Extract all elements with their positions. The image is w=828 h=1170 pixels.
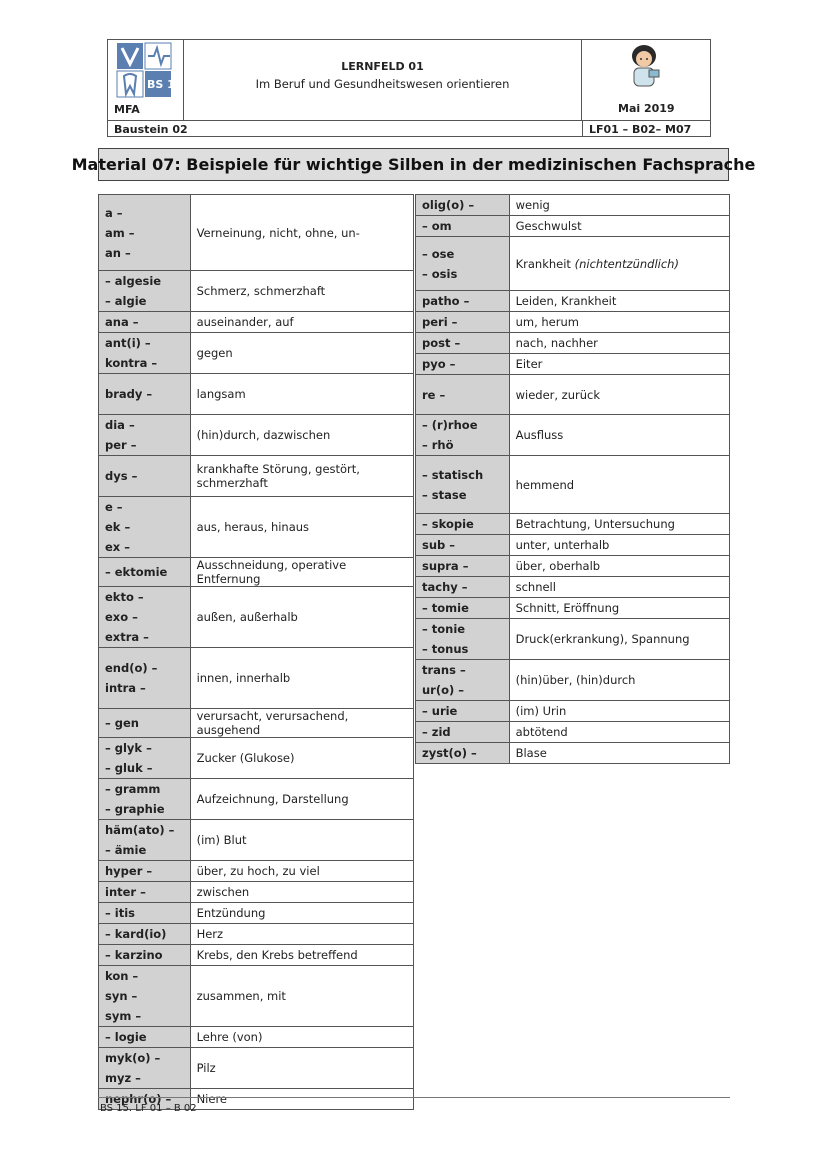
syllable-cell: – ektomie	[99, 558, 191, 587]
table-row	[416, 333, 730, 354]
table-row	[416, 535, 730, 556]
meaning-cell: über, zu hoch, zu viel	[190, 861, 413, 882]
syllable-cell: – zid	[416, 722, 510, 743]
table-row	[99, 924, 414, 945]
syllable-cell: – glyk – – gluk –	[99, 738, 191, 779]
syllable-cell: – tomie	[416, 598, 510, 619]
table-row	[99, 882, 414, 903]
meaning-cell: Betrachtung, Untersuchung	[509, 514, 729, 535]
meaning-cell: um, herum	[509, 312, 729, 333]
meaning-cell: abtötend	[509, 722, 729, 743]
material-code: LF01 – B02– M07	[582, 121, 712, 137]
table-row	[99, 820, 414, 861]
table-row	[99, 709, 414, 738]
baustein-label: Baustein 02	[114, 123, 188, 136]
meaning-cell: Eiter	[509, 354, 729, 375]
header-center	[184, 40, 582, 120]
table-row	[416, 514, 730, 535]
table-row	[416, 195, 730, 216]
syllable-cell: – gen	[99, 709, 191, 738]
table-row	[99, 456, 414, 497]
table-row	[416, 216, 730, 237]
syllable-cell: häm(ato) – – ämie	[99, 820, 191, 861]
table-row	[416, 375, 730, 415]
table-row	[99, 903, 414, 924]
table-row	[416, 312, 730, 333]
syllable-cell: – skopie	[416, 514, 510, 535]
table-row	[416, 456, 730, 514]
syllable-cell: – statisch – stase	[416, 456, 510, 514]
syllable-cell: olig(o) –	[416, 195, 510, 216]
meaning-cell: Pilz	[190, 1048, 413, 1089]
meaning-cell: aus, heraus, hinaus	[190, 497, 413, 558]
syllable-cell: – urie	[416, 701, 510, 722]
doctor-illustration-icon	[622, 42, 666, 88]
table-row	[416, 237, 730, 291]
syllable-cell: hyper –	[99, 861, 191, 882]
syllable-cell: e – ek – ex –	[99, 497, 191, 558]
syllable-cell: re –	[416, 375, 510, 415]
lernfeld-subtitle: Im Beruf und Gesundheitswesen orientieren	[255, 77, 510, 91]
table-row	[99, 648, 414, 709]
table-row	[99, 195, 414, 271]
syllable-cell: nephr(o) –	[99, 1089, 191, 1110]
syllable-cell: dys –	[99, 456, 191, 497]
meaning-cell: Ausfluss	[509, 415, 729, 456]
meaning-cell: Zucker (Glukose)	[190, 738, 413, 779]
footer-divider	[98, 1097, 730, 1098]
syllable-cell: ant(i) – kontra –	[99, 333, 191, 374]
meaning-cell: hemmend	[509, 456, 729, 514]
meaning-cell: Blase	[509, 743, 729, 764]
syllable-cell: – logie	[99, 1027, 191, 1048]
syllable-cell: dia – per –	[99, 415, 191, 456]
meaning-cell: zwischen	[190, 882, 413, 903]
table-row	[416, 743, 730, 764]
meaning-cell: (im) Urin	[509, 701, 729, 722]
syllable-cell: a – am – an –	[99, 195, 191, 271]
table-row	[416, 556, 730, 577]
meaning-cell: gegen	[190, 333, 413, 374]
meaning-cell: unter, unterhalb	[509, 535, 729, 556]
syllable-cell: supra –	[416, 556, 510, 577]
table-row	[99, 779, 414, 820]
table-row	[99, 415, 414, 456]
meaning-cell: Leiden, Krankheit	[509, 291, 729, 312]
meaning-cell: wieder, zurück	[509, 375, 729, 415]
table-row	[416, 660, 730, 701]
header-subrow	[108, 120, 710, 137]
syllable-cell: end(o) – intra –	[99, 648, 191, 709]
table-row	[99, 1027, 414, 1048]
school-label: MFA	[114, 103, 140, 116]
table-row	[416, 619, 730, 660]
meaning-cell: Entzündung	[190, 903, 413, 924]
table-row	[99, 312, 414, 333]
table-row	[99, 587, 414, 648]
meaning-cell: Herz	[190, 924, 413, 945]
syllable-cell: – kard(io)	[99, 924, 191, 945]
meaning-cell: Schnitt, Eröffnung	[509, 598, 729, 619]
meaning-cell: (hin)durch, dazwischen	[190, 415, 413, 456]
meaning-cell: außen, außerhalb	[190, 587, 413, 648]
syllable-cell: ekto – exo – extra –	[99, 587, 191, 648]
meaning-cell: Krebs, den Krebs betreffend	[190, 945, 413, 966]
table-row	[99, 966, 414, 1027]
syllable-cell: patho –	[416, 291, 510, 312]
meaning-cell: Geschwulst	[509, 216, 729, 237]
syllable-cell: kon – syn – sym –	[99, 966, 191, 1027]
syllable-cell: – karzino	[99, 945, 191, 966]
header-right	[582, 40, 710, 120]
table-row	[416, 415, 730, 456]
table-row	[99, 861, 414, 882]
table-row	[416, 354, 730, 375]
lernfeld-title: LERNFELD 01	[341, 60, 424, 73]
syllable-cell: inter –	[99, 882, 191, 903]
syllable-cell: – ose – osis	[416, 237, 510, 291]
table-row	[99, 271, 414, 312]
document-header	[107, 39, 711, 137]
table-row	[416, 291, 730, 312]
syllable-cell: pyo –	[416, 354, 510, 375]
meaning-cell: Lehre (von)	[190, 1027, 413, 1048]
syllable-cell: ana –	[99, 312, 191, 333]
meaning-cell: schnell	[509, 577, 729, 598]
table-row	[99, 333, 414, 374]
table-row	[99, 738, 414, 779]
syllable-cell: sub –	[416, 535, 510, 556]
table-row	[416, 598, 730, 619]
meaning-cell: zusammen, mit	[190, 966, 413, 1027]
meaning-cell: Aufzeichnung, Darstellung	[190, 779, 413, 820]
meaning-cell: verursacht, verursachend, ausgehend	[190, 709, 413, 738]
meaning-cell: über, oberhalb	[509, 556, 729, 577]
meaning-cell: wenig	[509, 195, 729, 216]
meaning-cell: Verneinung, nicht, ohne, un-	[190, 195, 413, 271]
svg-text:BS 15: BS 15	[147, 78, 183, 91]
meaning-cell: krankhafte Störung, gestört, schmerzhaft	[190, 456, 413, 497]
table-row	[416, 722, 730, 743]
syllable-cell: peri –	[416, 312, 510, 333]
page-title: Material 07: Beispiele für wichtige Silben in der medizinischen Fachsprache	[98, 148, 729, 181]
syllable-cell: tachy –	[416, 577, 510, 598]
meaning-cell: Niere	[190, 1089, 413, 1110]
table-row	[99, 558, 414, 587]
syllable-table-right	[415, 194, 730, 764]
syllable-cell: – om	[416, 216, 510, 237]
table-row	[99, 374, 414, 415]
meaning-cell: nach, nachher	[509, 333, 729, 354]
meaning-cell: Schmerz, schmerzhaft	[190, 271, 413, 312]
meaning-cell: innen, innerhalb	[190, 648, 413, 709]
meaning-cell: (hin)über, (hin)durch	[509, 660, 729, 701]
table-row	[416, 577, 730, 598]
meaning-cell: langsam	[190, 374, 413, 415]
meaning-cell: Ausschneidung, operative Entfernung	[190, 558, 413, 587]
meaning-cell: Krankheit (nichtentzündlich)	[509, 237, 729, 291]
table-row	[99, 1048, 414, 1089]
syllable-cell: myk(o) – myz –	[99, 1048, 191, 1089]
syllable-cell: trans – ur(o) –	[416, 660, 510, 701]
syllable-cell: post –	[416, 333, 510, 354]
school-logo-icon	[116, 42, 183, 98]
syllable-cell: brady –	[99, 374, 191, 415]
table-row	[99, 945, 414, 966]
footer-text: BS 15. LF 01 – B 02	[100, 1103, 197, 1114]
syllable-cell: – gramm – graphie	[99, 779, 191, 820]
syllable-cell: zyst(o) –	[416, 743, 510, 764]
syllable-cell: – tonie – tonus	[416, 619, 510, 660]
meaning-cell: (im) Blut	[190, 820, 413, 861]
table-row	[416, 701, 730, 722]
syllable-cell: – (r)rhoe – rhö	[416, 415, 510, 456]
syllable-cell: – itis	[99, 903, 191, 924]
table-row	[99, 497, 414, 558]
meaning-cell: Druck(erkrankung), Spannung	[509, 619, 729, 660]
logo-cell	[108, 40, 184, 120]
meaning-cell: auseinander, auf	[190, 312, 413, 333]
syllable-cell: – algesie – algie	[99, 271, 191, 312]
header-date: Mai 2019	[618, 102, 675, 115]
syllable-table-left	[98, 194, 414, 1110]
